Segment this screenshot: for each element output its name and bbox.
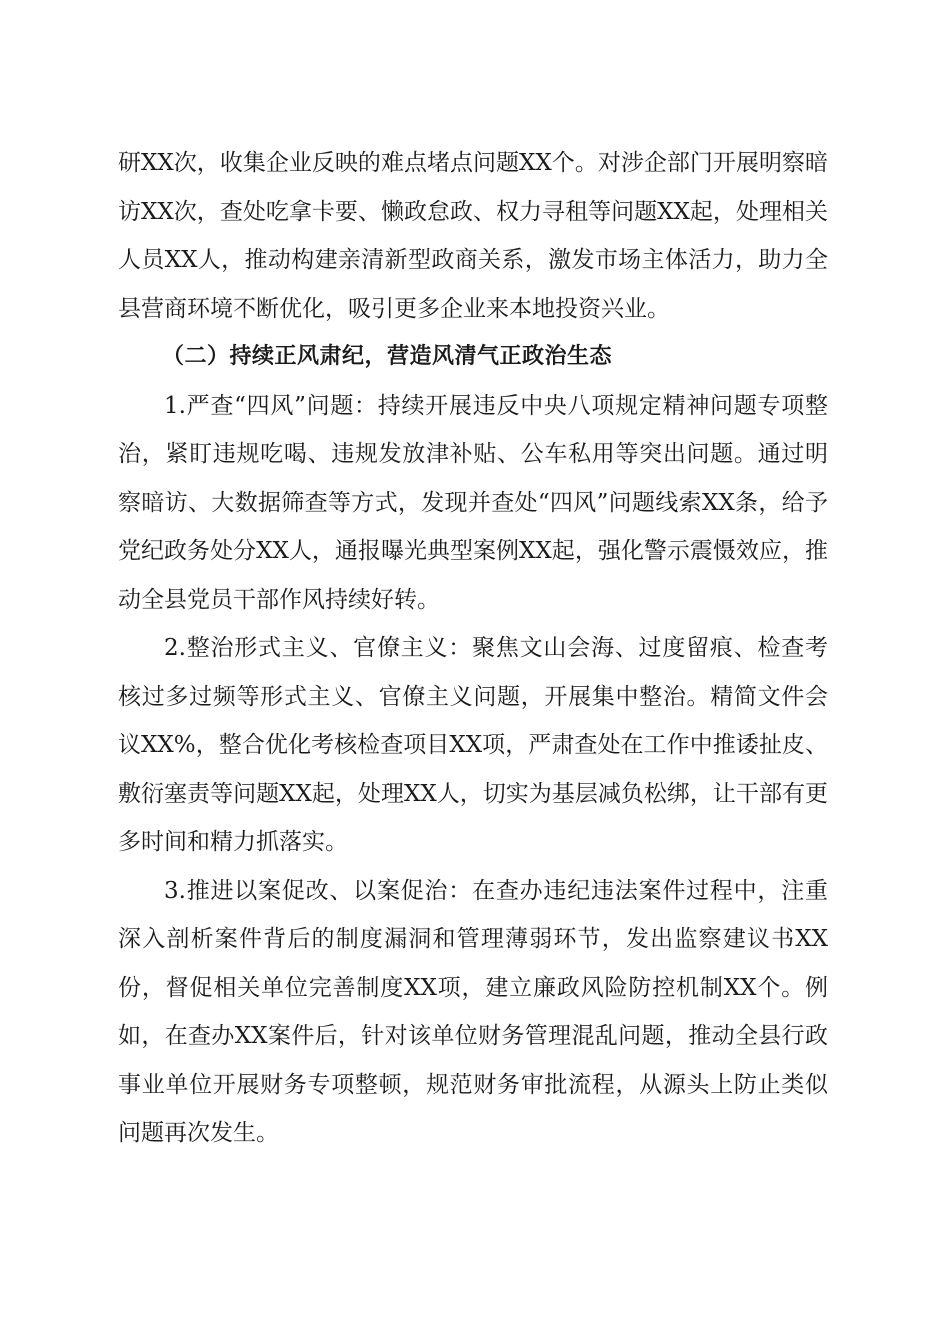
paragraph-case-reform: 3.推进以案促改、以案促治：在查办违纪违法案件过程中，注重深入剖析案件背后的制度漏洞和管理薄弱环节，发出监察建议书XX份，督促相关单位完善制度XX项，建立廉政风险防控机制XX个。例如，在查办XX案件后，针对该单位财务管理混乱问题，推动全县行政事业单位开展财务专项整顿，规范财务审批流程，从源头上防止类似问题再次发生。 xyxy=(118,877,828,1146)
document-body xyxy=(118,139,828,1158)
paragraph-formalism: 2.整治形式主义、官僚主义：聚焦文山会海、过度留痕、检查考核过多过频等形式主义、官僚主义问题，开展集中整治。精简文件会议XX%，整合优化考核检查项目XX项，严肃查处在工作中推诿扯皮、敷衍塞责等问题XX起，处理XX人，切实为基层减负松绑，让干部有更多时间和精力抓落实。 xyxy=(118,635,828,855)
paragraph-four-styles: 1.严查“四风”问题：持续开展违反中央八项规定精神问题专项整治，紧盯违规吃喝、违规发放津补贴、公车私用等突出问题。通过明察暗访、大数据筛查等方式，发现并查处“四风”问题线索XX条，给予党纪政务处分XX人，通报曝光典型案例XX起，强化警示震慑效应，推动全县党员干部作风持续好转。 xyxy=(118,392,828,613)
section-heading: （二）持续正风肃纪，营造风清气正政治生态 xyxy=(162,344,613,369)
paragraph-continuation: 研XX次，收集企业反映的难点堵点问题XX个。对涉企部门开展明察暗访XX次，查处吃拿卡要、懒政怠政、权力寻租等问题XX起，处理相关人员XX人，推动构建亲清新型政商关系，激发市场主体活力，助力全县营商环境不断优化，吸引更多企业来本地投资兴业。 xyxy=(118,150,828,322)
